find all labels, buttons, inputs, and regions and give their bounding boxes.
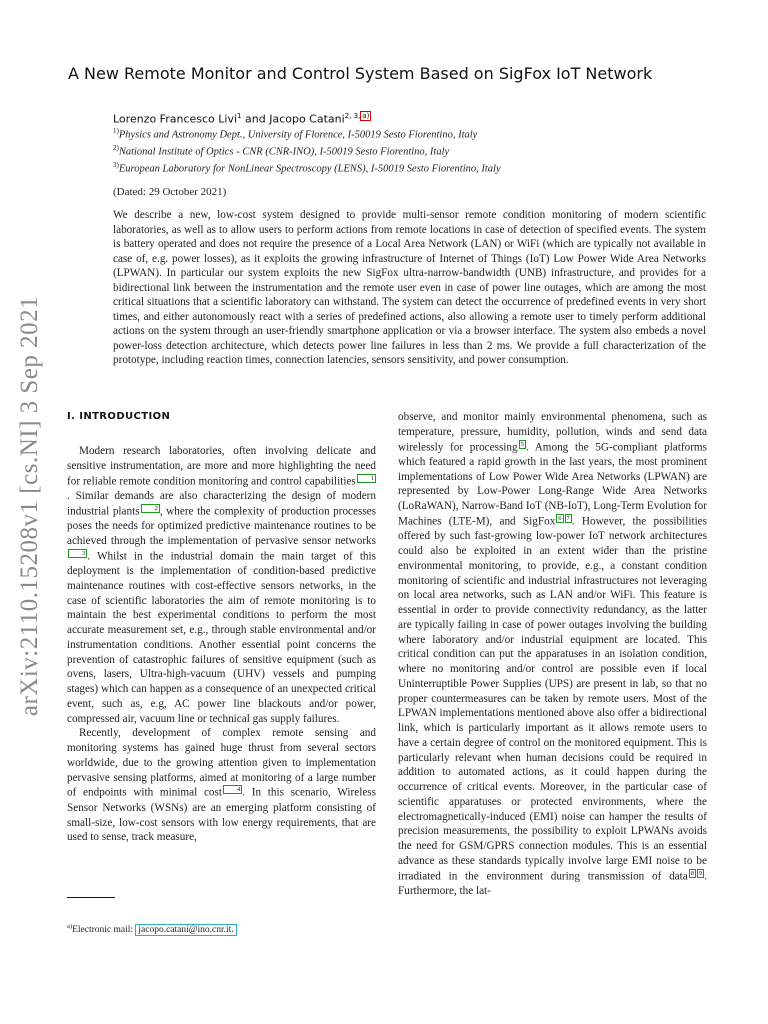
author-2-footnote-link[interactable]: a) (362, 112, 370, 120)
abstract: We describe a new, low-cost system designed to provide multi-sensor remote condition monitoring of modern scientific laboratories, as well as to allow users to perform actions from remote locations in case of detection of specified events. The system is battery operated and does not require the presence of a Local Area Network (LAN) or WiFi (which are typically not available in case of, e.g. power losses), as it exploits the growing infrastructure of Internet of Things (IoT) Low Power Wide Area Networks (LPWAN). In particular our system exploits the new SigFox ultra-narrow-bandwidth (UNB) infrastructure, and provides for a bidirectional link between the instrumentation and the remote user even in case of power line outages, which are among the most critical situations that a scientific laboratory can withstand. The system can detect the occurrence of predefined events in very short times, and either autonomously react with a series of predefined actions, also allowing a remote user to timely perform additional actions on the system through an user-friendly smartphone application or via a browser interface. The system also embeds a novel power-loss detection architecture, which detects power line failures in less than 2 ms. We provide a full characterization of the prototype, including reaction times, connection latencies, sensors sensitivity, and power consumption. (113, 209, 706, 367)
arxiv-sidebar-stamp (2, 286, 58, 726)
author-2: Jacopo Catani (269, 112, 345, 126)
affiliation-2: $^{2)}$National Institute of Optics - CNR (CNR-INO), I-50019 Sesto Fiorentino, Italy (113, 144, 450, 158)
affiliation-3: $^{3)}$European Laboratory for NonLinear Spectroscopy (LENS), I-50019 Sesto Fiorentino, Italy (113, 161, 501, 175)
left-column (67, 410, 376, 845)
footnote-rule (67, 897, 115, 898)
affiliations (113, 125, 553, 176)
author-1-affil: 1 (237, 112, 242, 120)
footnote-label: a) (67, 923, 73, 930)
citation-link[interactable]: 5 (520, 440, 524, 448)
citation-link[interactable]: 1 (357, 474, 376, 483)
author-line (113, 109, 673, 127)
intro-paragraph-2-continued: observe, and monitor mainly environmental phenomena, such as temperature, pressure, humidity, pollution, winds and send data wirelessly for processing 5 . Among the 5G-compliant platforms which featured a rapid growth in the last years, the most prominent implementations of Low Power Wide Area Networks (LPWAN) are represented by Low-Power Long-Range Wide Area Networks (LoRaWAN), Narrow-Band IoT (NB-IoT), Long-Term Evolution for Machines (LTE-M), and SigFox 6 7 . However, the possibilities offered by such fast-growing low-power IoT network architectures could also be exploited in an extent wider than the pristine environmental monitoring, to provide, e.g., a constant condition monitoring of scientific and industrial infrastructures not leveraging on local area networks, such as LAN and/or WiFi. This feature is essential in order to provide connectivity redundancy, as the latter are typically failing in case of power outages involving the building where laboratory and/or industrial equipment are located. This critical condition can put the apparatuses in an isolation condition, where no monitoring and/or control are possible even if local Uninterruptible Power Supplies (UPS) are present in lab, so that no proper countermeasures can be taken by remote users. Most of the LPWAN implementations mentioned above also offer a bidirectional link, which is particularly important as it allows remote users to have a certain degree of control on the monitored equipment. This is particularly relevant when human decisions could be required in addition to automated actions, as it could happen during the occurrence of critical events. Moreover, in the particular case of scientific apparatuses or protected environments, where the electromagnetically-induced (EMI) noise can hamper the results of precision measurements, the possibility to exploit LPWANs avoids the need for GSM/GPRS connection modules. This is an essential advance as these standards typically involve large EMI noise to be irradiated in the environment during transmission of data 8 9 . Furthermore, the lat- (398, 411, 707, 898)
intro-paragraph-1: Modern research laboratories, often involving delicate and sensitive instrumentation, are more and more highlighting the need for reliable remote condition monitoring and control capabilities 1. Similar demands are also characterizing the design of modern industrial plants 2 , where the complexity of production processes poses the needs for optimized predictive maintenance routines to be achieved through the implementation of pervasive sensor networks3 . Whilst in the industrial domain the main target of this deployment is the implementation of condition-based predictive maintenance routines with cost-effective sensors networks, in the case of scientific laboratories the aim of remote monitoring is to maintain the best experimental conditions to perform the most accurate measurement set, e.g., through stable environmental and/or instrumentation conditions. Another essential point concerns the prevention of catastrophic failures of sensitive equipment (such as ovens, lasers, Ultra-high-vacuum (UHV) vessels and pumping stages) which can happen as a consequence of an unexpected critical event, such as, e.g, AC power line blackouts and/or power, compressed air, vacuum line or technical gas supply failures. (67, 445, 377, 725)
footnote-prefix: Electronic mail: (72, 925, 136, 936)
citation-link[interactable]: 9 (698, 869, 703, 877)
citation-link[interactable]: 7 (566, 514, 570, 522)
author-separator: and (241, 112, 270, 126)
author-1: Lorenzo Francesco Livi (113, 112, 238, 126)
dated-line: (Dated: 29 October 2021) (113, 186, 227, 198)
author-2-affil: 2, 3, (344, 112, 361, 120)
section-heading-introduction: I. INTRODUCTION (67, 411, 171, 422)
right-column (398, 410, 707, 899)
citation-link[interactable]: 6 (558, 514, 562, 522)
footnote (67, 920, 237, 937)
citation-link[interactable]: 8 (690, 869, 694, 877)
citation-link[interactable]: 2 (141, 504, 160, 513)
email-link[interactable]: jacopo.catani@ino.cnr.it. (135, 924, 236, 936)
affiliation-1: $^{1)}$Physics and Astronomy Dept., University of Florence, I-50019 Sesto Fiorentino, Italy (113, 127, 478, 141)
citation-link[interactable]: 4 (223, 785, 242, 794)
intro-paragraph-2: Recently, development of complex remote sensing and monitoring systems has gained huge thrust from several sectors worldwide, due to the growing attention given to implementation pervasive sensing platforms, aimed at monitoring of a large number of endpoints with minimal cost 4 . In this scenario, Wireless Sensor Networks (WSNs) are an emerging platform consisting of small-size, low-cost sensors with low energy requirements, that are used to sense, track measure, (67, 727, 376, 844)
paper-title: A New Remote Monitor and Control System Based on SigFox IoT Network (68, 64, 653, 83)
citation-link[interactable]: 3 (68, 549, 87, 558)
arxiv-id: arXiv:2110.15208v1 [cs.NI] 3 Sep 2021 (16, 295, 44, 717)
